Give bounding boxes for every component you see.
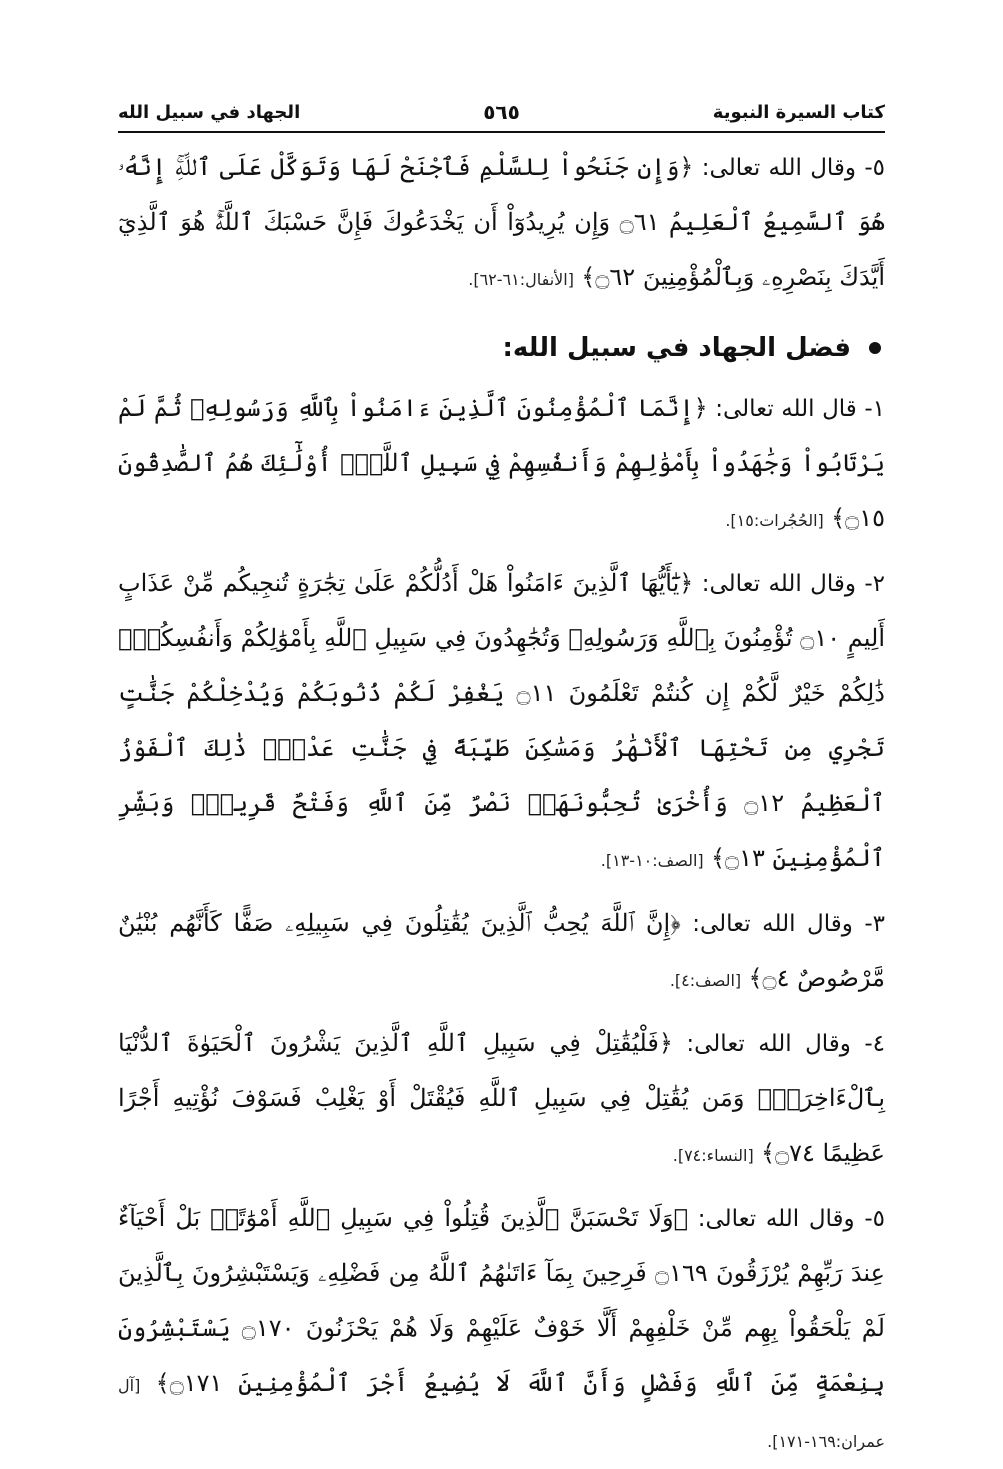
quran-verse: ﴿إِنَّمَا ٱلْمُؤْمِنُونَ ٱلَّذِينَ ءَامَنُواْ بِٱللَّهِ وَرَسُولِهِۦ ثُمَّ لَمْ يَرْتَابُواْ وَجَٰهَدُواْ بِأَمْوَٰلِهِمْ وَأَنفُسِهِمْ فِي سَبِيلِ ٱللَّهِۚ أُوْلَٰٓئِكَ هُمُ ٱلصَّٰدِقُونَ ۝١٥﴾ <box>118 394 886 532</box>
item-label: ٥- وقال الله تعالى: <box>693 155 886 181</box>
quran-verse: ﴿فَلْيُقَٰتِلْ فِي سَبِيلِ ٱللَّهِ ٱلَّذِينَ يَشْرُونَ ٱلْحَيَوٰةَ ٱلدُّنْيَا بِٱلْءَاخِرَةِۚ وَمَن يُقَٰتِلْ فِي سَبِيلِ ٱللَّهِ فَيُقْتَلْ أَوْ يَغْلِبْ فَسَوْفَ نُؤْتِيهِ أَجْرًا عَظِيمًا ۝٧٤﴾ <box>118 1029 885 1167</box>
item-label: ٣- وقال الله تعالى: <box>680 911 885 937</box>
page-header <box>118 96 885 130</box>
quran-verse: ﴿إِنَّ ٱللَّهَ يُحِبُّ ٱلَّذِينَ يُقَٰتِلُونَ فِي سَبِيلِهِۦ صَفًّا كَأَنَّهُم بُنْيَٰنٌ مَّرْصُوصٌ ۝٤﴾ <box>118 909 885 992</box>
verse-reference: [النساء:٧٤]. <box>672 1146 754 1165</box>
item-label: ٥- وقال الله تعالى: <box>688 1206 885 1232</box>
header-divider <box>118 131 885 133</box>
section-heading <box>118 321 885 375</box>
book-title: كتاب السيرة النبوية <box>712 102 885 123</box>
verse-paragraph <box>118 1191 885 1469</box>
verse-paragraph <box>118 381 885 548</box>
verse-paragraph <box>118 1016 885 1183</box>
page-body <box>118 140 885 1469</box>
verse-paragraph <box>118 896 885 1008</box>
bullet-icon <box>869 342 881 354</box>
item-label: ١- قال الله تعالى: <box>707 396 885 422</box>
quran-verse: ﴿يَٰٓأَيُّهَا ٱلَّذِينَ ءَامَنُواْ هَلْ أَدُلُّكُمْ عَلَىٰ تِجَٰرَةٍ تُنجِيكُم مِّنْ عَذَابٍ أَلِيمٍ ۝١٠ تُؤْمِنُونَ بِٱللَّهِ وَرَسُولِهِۦ وَتُجَٰهِدُونَ فِي سَبِيلِ ٱللَّهِ بِأَمْوَٰلِكُمْ وَأَنفُسِكُمْۚ ذَٰلِكُمْ خَيْرٌ لَّكُمْ إِن كُنتُمْ تَعْلَمُونَ ۝١١ يَغْفِرْ لَكُمْ ذُنُوبَكُمْ وَيُدْخِلْكُمْ جَنَّٰتٍ تَجْرِي مِن تَحْتِهَا ٱلْأَنْهَٰرُ وَمَسَٰكِنَ طَيِّبَةً فِي جَنَّٰتِ عَدْنٍۚ ذَٰلِكَ ٱلْفَوْزُ ٱلْعَظِيمُ ۝١٢ وَأُخْرَىٰ تُحِبُّونَهَاۖ نَصْرٌ مِّنَ ٱللَّهِ وَفَتْحٌ قَرِيبٌۗ وَبَشِّرِ ٱلْمُؤْمِنِينَ ۝١٣﴾ <box>118 569 886 872</box>
verse-paragraph-top <box>118 140 885 307</box>
verse-reference: [الصف:٤]. <box>669 971 742 990</box>
item-label: ٢- وقال الله تعالى: <box>693 571 886 597</box>
chapter-title: الجهاد في سبيل الله <box>118 102 301 123</box>
verse-reference: [الحُجُرات:١٥]. <box>725 511 824 530</box>
page-number: ٥٦٥ <box>483 100 520 124</box>
quran-verse: ﴿وَإِن جَنَحُواْ لِلسَّلْمِ فَٱجْنَحْ لَهَا وَتَوَكَّلْ عَلَى ٱللَّهِۚ إِنَّهُۥ هُوَ ٱلسَّمِيعُ ٱلْعَلِيمُ ۝٦١ وَإِن يُرِيدُوٓاْ أَن يَخْدَعُوكَ فَإِنَّ حَسْبَكَ ٱللَّهُۚ هُوَ ٱلَّذِيٓ أَيَّدَكَ بِنَصْرِهِۦ وَبِٱلْمُؤْمِنِينَ ۝٦٢﴾ <box>118 153 885 291</box>
quran-verse: ﴿وَلَا تَحْسَبَنَّ ٱلَّذِينَ قُتِلُواْ فِي سَبِيلِ ٱللَّهِ أَمْوَٰتًاۚ بَلْ أَحْيَآءٌ عِندَ رَبِّهِمْ يُرْزَقُونَ ۝١٦٩ فَرِحِينَ بِمَآ ءَاتَىٰهُمُ ٱللَّهُ مِن فَضْلِهِۦ وَيَسْتَبْشِرُونَ بِٱلَّذِينَ لَمْ يَلْحَقُواْ بِهِم مِّنْ خَلْفِهِمْ أَلَّا خَوْفٌ عَلَيْهِمْ وَلَا هُمْ يَحْزَنُونَ ۝١٧٠ يَسْتَبْشِرُونَ بِنِعْمَةٍ مِّنَ ٱللَّهِ وَفَضْلٍ وَأَنَّ ٱللَّهَ لَا يُضِيعُ أَجْرَ ٱلْمُؤْمِنِينَ ۝١٧١﴾ <box>118 1204 886 1397</box>
section-heading-text: فضل الجهاد في سبيل الله: <box>502 333 851 363</box>
verse-reference: [الصف:١٠-١٣]. <box>600 851 704 870</box>
verse-reference: [آل عمران:١٦٩-١٧١]. <box>118 1376 885 1451</box>
item-label: ٤- وقال الله تعالى: <box>672 1031 886 1057</box>
verse-reference: [الأنفال:٦١-٦٢]. <box>468 270 574 289</box>
verse-paragraph <box>118 556 885 888</box>
